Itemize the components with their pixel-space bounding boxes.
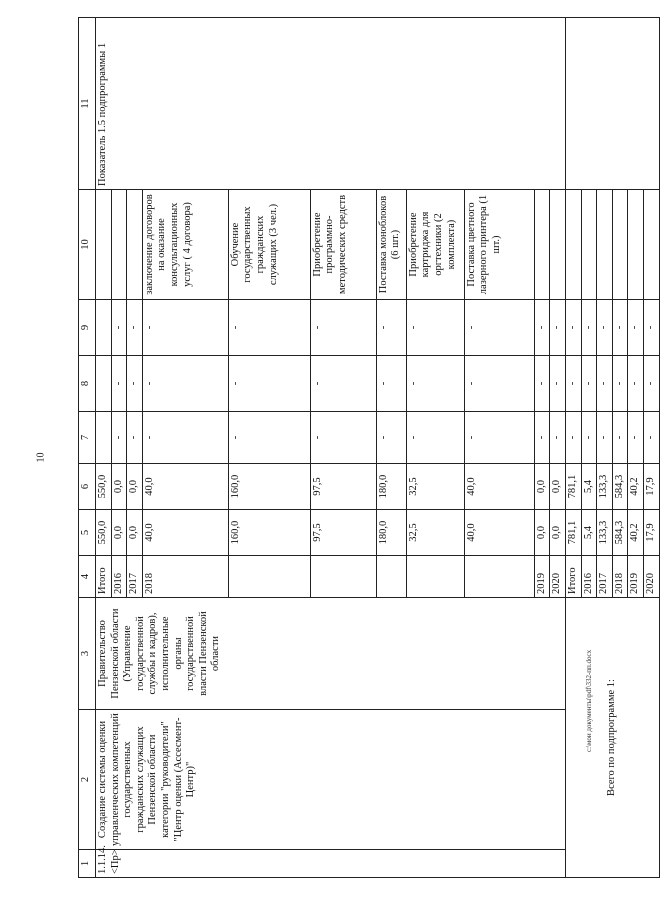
action-cell — [96, 190, 112, 300]
year-cell: 2019 — [628, 556, 644, 598]
item-executor: Правительство Пензенской области (Управление государственной службы и кадров), исполнительные органы государственной власти Пензенской области — [96, 598, 566, 710]
year-cell: 2017 — [127, 556, 143, 598]
funding-regional-cell: 584,3 — [612, 464, 628, 510]
action-cell: Приобретение картриджа для оргтехники (2 комплекта) — [406, 190, 464, 300]
funding-local-cell: - — [376, 356, 406, 412]
funding-total-cell: 781,1 — [565, 510, 581, 556]
col-header-2: 2 — [79, 710, 96, 850]
col-header-11: 11 — [79, 18, 96, 190]
funding-total-cell: 0,0 — [111, 510, 127, 556]
year-cell: 2020 — [643, 556, 659, 598]
funding-regional-cell: 0,0 — [111, 464, 127, 510]
funding-other-cell: - — [628, 300, 644, 356]
funding-federal-cell: - — [612, 412, 628, 464]
funding-other-cell: - — [142, 300, 228, 356]
action-cell — [534, 190, 550, 300]
funding-federal-cell: - — [628, 412, 644, 464]
funding-total-cell: 32,5 — [406, 510, 464, 556]
funding-other-cell — [96, 300, 112, 356]
year-cell: 2019 — [534, 556, 550, 598]
funding-total-cell: 550,0 — [96, 510, 112, 556]
funding-other-cell: - — [406, 300, 464, 356]
year-cell: 2018 — [142, 556, 228, 598]
funding-federal-cell: - — [581, 412, 597, 464]
funding-regional-cell: 133,3 — [597, 464, 613, 510]
funding-federal-cell: - — [550, 412, 566, 464]
funding-other-cell: - — [643, 300, 659, 356]
col-header-6: 6 — [79, 464, 96, 510]
funding-federal-cell: - — [597, 412, 613, 464]
funding-federal-cell: - — [565, 412, 581, 464]
funding-regional-cell: 40,0 — [142, 464, 228, 510]
funding-local-cell: - — [406, 356, 464, 412]
funding-total-cell: 5,4 — [581, 510, 597, 556]
funding-federal-cell: - — [406, 412, 464, 464]
funding-regional-cell: 5,4 — [581, 464, 597, 510]
funding-regional-cell: 0,0 — [127, 464, 143, 510]
column-number-row — [79, 18, 96, 878]
empty-cell — [612, 190, 628, 300]
funding-local-cell: - — [581, 356, 597, 412]
item-number: 1.1.14. <Пр> — [96, 850, 566, 878]
funding-local-cell — [96, 356, 112, 412]
empty-cell — [565, 190, 581, 300]
funding-federal-cell: - — [127, 412, 143, 464]
funding-other-cell: - — [581, 300, 597, 356]
col-header-9: 9 — [79, 300, 96, 356]
funding-total-cell: 17,9 — [643, 510, 659, 556]
year-cell — [406, 556, 464, 598]
funding-federal-cell: - — [142, 412, 228, 464]
funding-local-cell: - — [310, 356, 376, 412]
program-table — [78, 17, 660, 878]
total-row — [565, 18, 581, 878]
funding-federal-cell: - — [643, 412, 659, 464]
funding-regional-cell: 17,9 — [643, 464, 659, 510]
funding-regional-cell: 180,0 — [376, 464, 406, 510]
footer-file-path: c:\мои документы\pdf\332-пп.docx — [585, 649, 593, 752]
funding-total-cell: 160,0 — [228, 510, 310, 556]
funding-regional-cell: 97,5 — [310, 464, 376, 510]
funding-local-cell: - — [142, 356, 228, 412]
funding-regional-cell: 0,0 — [534, 464, 550, 510]
funding-federal-cell — [96, 412, 112, 464]
action-cell — [111, 190, 127, 300]
year-cell — [310, 556, 376, 598]
funding-local-cell: - — [111, 356, 127, 412]
year-cell: Итого — [565, 556, 581, 598]
funding-other-cell: - — [565, 300, 581, 356]
year-cell: 2020 — [550, 556, 566, 598]
funding-local-cell: - — [597, 356, 613, 412]
funding-regional-cell: 0,0 — [550, 464, 566, 510]
funding-total-cell: 0,0 — [127, 510, 143, 556]
empty-cell — [597, 190, 613, 300]
item-name: Создание системы оценки управленческих компетенций государственных гражданских служащих Пензенской области категории "руководители" "Центр оценки (Ассесмент-Центр)" — [96, 710, 566, 850]
funding-other-cell: - — [550, 300, 566, 356]
funding-local-cell: - — [228, 356, 310, 412]
indicator-cell: Показатель 1.5 подпрограммы 1 — [96, 18, 566, 190]
year-cell: 2016 — [581, 556, 597, 598]
funding-other-cell: - — [228, 300, 310, 356]
funding-local-cell: - — [550, 356, 566, 412]
action-cell — [127, 190, 143, 300]
funding-federal-cell: - — [534, 412, 550, 464]
funding-total-cell: 180,0 — [376, 510, 406, 556]
funding-other-cell: - — [376, 300, 406, 356]
page-number: 10 — [35, 452, 47, 463]
funding-regional-cell: 160,0 — [228, 464, 310, 510]
col-header-4: 4 — [79, 556, 96, 598]
funding-federal-cell: - — [376, 412, 406, 464]
col-header-10: 10 — [79, 190, 96, 300]
funding-total-cell: 133,3 — [597, 510, 613, 556]
total-label: Всего по подпрограмме 1: — [565, 598, 659, 878]
funding-federal-cell: - — [310, 412, 376, 464]
action-cell: Поставка цветного лазерного принтера (1 шт.) — [464, 190, 534, 300]
funding-total-cell: 40,0 — [142, 510, 228, 556]
funding-other-cell: - — [310, 300, 376, 356]
col-header-5: 5 — [79, 510, 96, 556]
funding-total-cell: 0,0 — [550, 510, 566, 556]
empty-cell — [628, 190, 644, 300]
empty-cell — [565, 18, 659, 190]
funding-regional-cell: 550,0 — [96, 464, 112, 510]
funding-total-cell: 0,0 — [534, 510, 550, 556]
rotated-table-container — [78, 18, 656, 878]
funding-local-cell: - — [464, 356, 534, 412]
col-header-7: 7 — [79, 412, 96, 464]
funding-local-cell: - — [127, 356, 143, 412]
funding-other-cell: - — [534, 300, 550, 356]
year-cell — [464, 556, 534, 598]
funding-total-cell: 584,3 — [612, 510, 628, 556]
funding-regional-cell: 40,2 — [628, 464, 644, 510]
year-cell: Итого — [96, 556, 112, 598]
funding-other-cell: - — [464, 300, 534, 356]
col-header-8: 8 — [79, 356, 96, 412]
action-cell: Обучение государственных гражданских служащих (3 чел.) — [228, 190, 310, 300]
funding-local-cell: - — [565, 356, 581, 412]
action-cell: Поставка моноблоков (6 шт.) — [376, 190, 406, 300]
funding-other-cell: - — [111, 300, 127, 356]
col-header-3: 3 — [79, 598, 96, 710]
col-header-1: 1 — [79, 850, 96, 878]
funding-other-cell: - — [612, 300, 628, 356]
funding-local-cell: - — [612, 356, 628, 412]
table-row — [96, 18, 112, 878]
funding-total-cell: 40,2 — [628, 510, 644, 556]
funding-regional-cell: 32,5 — [406, 464, 464, 510]
year-cell — [376, 556, 406, 598]
action-cell — [550, 190, 566, 300]
funding-other-cell: - — [597, 300, 613, 356]
funding-other-cell: - — [127, 300, 143, 356]
funding-regional-cell: 781,1 — [565, 464, 581, 510]
funding-regional-cell: 40,0 — [464, 464, 534, 510]
action-cell: Приобретение программно-методических средств — [310, 190, 376, 300]
funding-total-cell: 97,5 — [310, 510, 376, 556]
year-cell — [228, 556, 310, 598]
action-cell: заключение договоров на оказание консультационных услуг ( 4 договора) — [142, 190, 228, 300]
funding-total-cell: 40,0 — [464, 510, 534, 556]
funding-federal-cell: - — [111, 412, 127, 464]
funding-federal-cell: - — [464, 412, 534, 464]
funding-local-cell: - — [534, 356, 550, 412]
empty-cell — [581, 190, 597, 300]
empty-cell — [643, 190, 659, 300]
funding-local-cell: - — [628, 356, 644, 412]
funding-federal-cell: - — [228, 412, 310, 464]
year-cell: 2016 — [111, 556, 127, 598]
funding-local-cell: - — [643, 356, 659, 412]
year-cell: 2017 — [597, 556, 613, 598]
year-cell: 2018 — [612, 556, 628, 598]
